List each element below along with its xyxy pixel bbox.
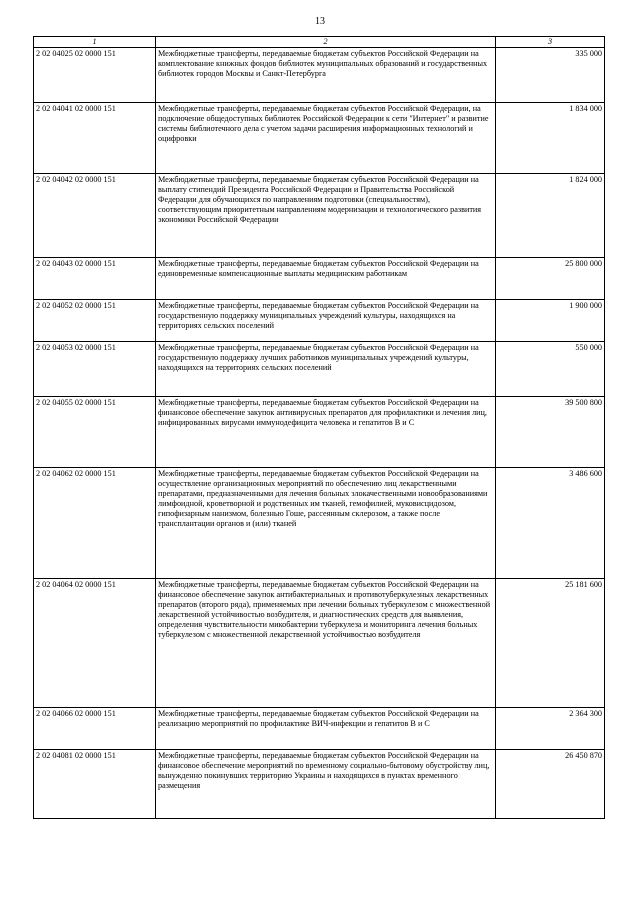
column-header-1: 1 [34,37,156,48]
row-code: 2 02 04081 02 0000 151 [34,750,156,819]
table-row [34,103,605,174]
table-row [34,708,605,750]
row-description: Межбюджетные трансферты, передаваемые бюджетам субъектов Российской Федерации на комплектование книжных фондов библиотек муниципальных образований и государственных библиотек городов Москвы и Санкт-Петербурга [156,48,496,103]
table-row [34,750,605,819]
row-amount: 26 450 870 [496,750,605,819]
row-code: 2 02 04066 02 0000 151 [34,708,156,750]
row-description: Межбюджетные трансферты, передаваемые бюджетам субъектов Российской Федерации, на подключение общедоступных библиотек Российской Федерации к сети "Интернет" и развитие системы библиотечного дела с учетом задачи расширения информационных технологий и оцифровки [156,103,496,174]
table-row [34,342,605,397]
table-row [34,468,605,579]
row-code: 2 02 04055 02 0000 151 [34,397,156,468]
row-description: Межбюджетные трансферты, передаваемые бюджетам субъектов Российской Федерации на государственную поддержку муниципальных учреждений культуры, находящихся на территориях сельских поселений [156,300,496,342]
row-amount: 550 000 [496,342,605,397]
row-code: 2 02 04053 02 0000 151 [34,342,156,397]
row-code: 2 02 04043 02 0000 151 [34,258,156,300]
page-number: 13 [315,16,325,27]
row-amount: 1 824 000 [496,174,605,258]
table-row [34,579,605,708]
column-header-2: 2 [156,37,496,48]
row-description: Межбюджетные трансферты, передаваемые бюджетам субъектов Российской Федерации на осуществление организационных мероприятий по обеспечению лиц лекарственными препаратами, предназначенными для лечения больных злокачественными новообразованиями лимфоидной, кроветворной и родственных им тканей, гемофилией, муковисцидозом, гипофизарным нанизмом, болезнью Гоше, рассеянным склерозом, а также после трансплантации органов и (или) тканей [156,468,496,579]
row-amount: 3 486 600 [496,468,605,579]
row-code: 2 02 04042 02 0000 151 [34,174,156,258]
table-row [34,174,605,258]
row-amount: 1 900 000 [496,300,605,342]
row-description: Межбюджетные трансферты, передаваемые бюджетам субъектов Российской Федерации на выплату стипендий Президента Российской Федерации и Правительства Российской Федерации для обучающихся по направлениям подготовки (специальностям), соответствующим приоритетным направлениям модернизации и технологического развития экономики Российской Федерации [156,174,496,258]
table-row [34,258,605,300]
row-description: Межбюджетные трансферты, передаваемые бюджетам субъектов Российской Федерации на реализацию мероприятий по профилактике ВИЧ-инфекции и гепатитов В и С [156,708,496,750]
row-code: 2 02 04025 02 0000 151 [34,48,156,103]
table-row [34,48,605,103]
row-description: Межбюджетные трансферты, передаваемые бюджетам субъектов Российской Федерации на финансовое обеспечение закупок антибактериальных и противотуберкулезных лекарственных препаратов (второго ряда), применяемых при лечении больных туберкулезом с множественной лекарственной устойчивостью возбудителя, и диагностических средств для выявления, определения чувствительности микобактерии туберкулеза и мониторинга лечения больных туберкулезом с множественной лекарственной устойчивостью возбудителя [156,579,496,708]
table-row [34,397,605,468]
row-code: 2 02 04041 02 0000 151 [34,103,156,174]
row-description: Межбюджетные трансферты, передаваемые бюджетам субъектов Российской Федерации на единовременные компенсационные выплаты медицинским работникам [156,258,496,300]
row-code: 2 02 04052 02 0000 151 [34,300,156,342]
table-header-row [34,37,605,48]
row-code: 2 02 04062 02 0000 151 [34,468,156,579]
row-description: Межбюджетные трансферты, передаваемые бюджетам субъектов Российской Федерации на финансовое обеспечение закупок антивирусных препаратов для профилактики и лечения лиц, инфицированных вирусами иммунодефицита человека и гепатитов В и С [156,397,496,468]
row-code: 2 02 04064 02 0000 151 [34,579,156,708]
table-row [34,300,605,342]
row-amount: 39 500 800 [496,397,605,468]
row-amount: 25 800 000 [496,258,605,300]
row-amount: 1 834 000 [496,103,605,174]
row-description: Межбюджетные трансферты, передаваемые бюджетам субъектов Российской Федерации на государственную поддержку лучших работников муниципальных учреждений культуры, находящихся на территориях сельских поселений [156,342,496,397]
column-header-3: 3 [496,37,605,48]
row-amount: 25 181 600 [496,579,605,708]
row-description: Межбюджетные трансферты, передаваемые бюджетам субъектов Российской Федерации на финансовое обеспечение мероприятий по временному социально-бытовому обустройству лиц, вынужденно покинувших территорию Украины и находящихся в пунктах временного размещения [156,750,496,819]
row-amount: 335 000 [496,48,605,103]
budget-table [33,36,605,819]
row-amount: 2 364 300 [496,708,605,750]
